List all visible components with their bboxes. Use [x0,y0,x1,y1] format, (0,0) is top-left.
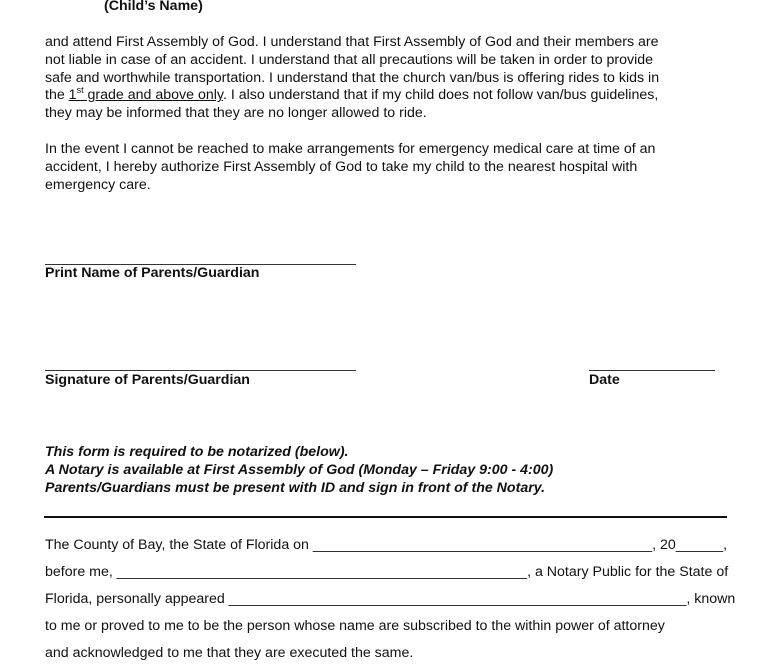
grade-ordinal: st [76,84,84,95]
date-line[interactable] [589,370,715,371]
emergency-line: emergency care. [45,176,151,193]
grade-number: 1 [68,87,77,104]
notary-line: to me or proved to me to be the person whose name are subscribed to the within power of attorney [45,618,665,634]
notice-line: A Notary is available at First Assembly of God (Monday – Friday 9:00 - 4:00) [45,462,554,478]
notary-line: The County of Bay, the State of Florida on ___________________________________________, 20______, [45,537,728,553]
agreement-line: and attend First Assembly of God. I understand that First Assembly of God and their members are [45,34,659,50]
agreement-line-prefix: the [45,87,69,104]
agreement-line-suffix: . I also understand that if my child does not follow van/bus guidelines, [222,87,659,104]
agreement-paragraph [45,34,735,123]
notary-line: Florida, personally appeared __________________________________________________________, known [45,591,736,607]
agreement-line: they may be informed that they are no longer allowed to ride. [45,105,427,122]
date-label: Date [589,372,620,388]
notary-notice [45,443,553,497]
section-divider [44,516,727,518]
notary-line: before me, ____________________________________________________, a Notary Public for the State of [45,564,729,580]
emergency-paragraph [45,141,735,194]
agreement-line: safe and worthwhile transportation. I understand that the church van/bus is offering rides to kids in [45,69,660,86]
child-name-label: (Child’s Name) [104,0,203,14]
notary-section [45,532,735,667]
notary-line: and acknowledged to me that they are executed the same. [45,645,414,661]
emergency-line: In the event I cannot be reached to make arrangements for emergency medical care at time of an [45,141,656,157]
grade-text: grade and above only [83,87,223,104]
grade-requirement [68,84,223,104]
agreement-line [45,84,735,105]
signature-line[interactable] [45,370,356,371]
notice-line: Parents/Guardians must be present with ID and sign in front of the Notary. [45,480,546,496]
agreement-line: not liable in case of an accident. I understand that all precautions will be taken in order to provide [45,51,654,68]
emergency-line: accident, I hereby authorize First Assembly of God to take my child to the nearest hospital with [45,158,638,175]
signature-label: Signature of Parents/Guardian [45,372,250,388]
print-name-label: Print Name of Parents/Guardian [45,265,260,281]
notice-line: This form is required to be notarized (below). [45,444,349,460]
